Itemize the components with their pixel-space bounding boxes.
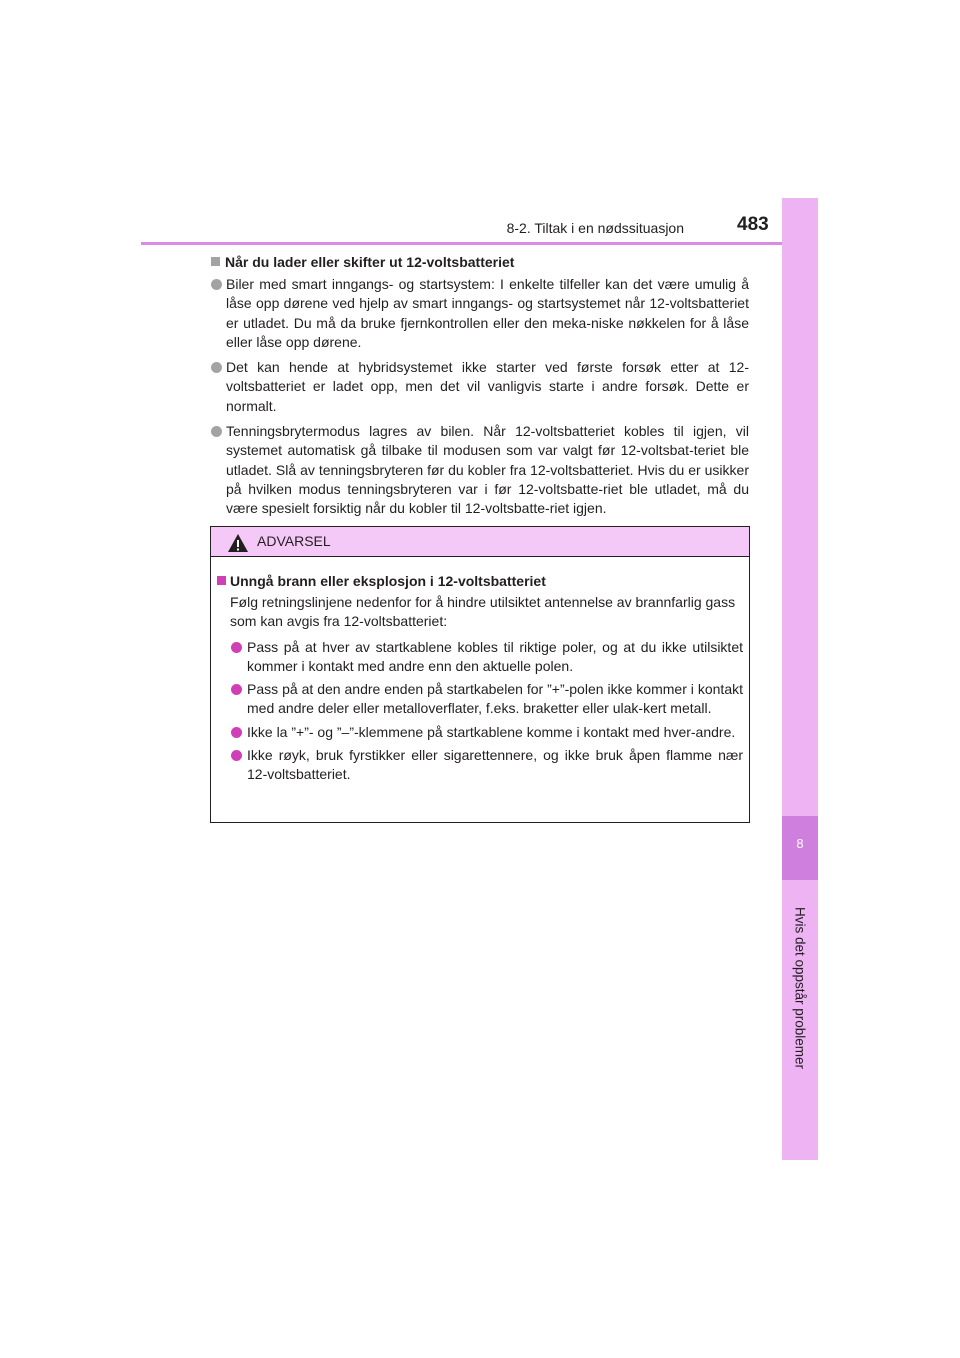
warning-body	[211, 557, 749, 785]
battery-section	[211, 252, 749, 525]
square-bullet-icon	[211, 257, 220, 266]
chapter-number-box	[782, 816, 818, 880]
warning-header	[211, 527, 749, 557]
warning-list-item-text: Pass på at den andre enden på startkabelen for ”+”-polen ikke kommer i kontakt med andre deler eller metalloverflater, f.eks. braketter eller ulak-kert metall.	[247, 681, 743, 717]
list-item	[211, 275, 749, 352]
warning-box	[210, 526, 750, 823]
page-number: 483	[737, 214, 769, 235]
section-heading	[211, 252, 749, 273]
warning-intro: Følg retningslinjene nedenfor for å hindre utilsiktet antennelse av brannfarlig gass som kan avgis fra 12-voltsbatteriet:	[230, 594, 736, 630]
square-bullet-icon	[217, 576, 226, 585]
header-divider	[141, 242, 818, 245]
warning-list-item-text: Ikke røyk, bruk fyrstikker eller sigarettennere, og ikke bruk åpen flamme nær 12-voltsbatteriet.	[247, 747, 743, 783]
round-bullet-icon	[231, 750, 242, 761]
round-bullet-icon	[211, 362, 222, 373]
list-item	[211, 358, 749, 416]
round-bullet-icon	[231, 642, 242, 653]
round-bullet-icon	[211, 279, 222, 290]
running-header-section: 8-2. Tiltak i en nødssituasjon	[506, 220, 684, 236]
warning-list-item	[217, 746, 743, 785]
chapter-side-tab	[782, 198, 818, 1160]
warning-heading-text: Unngå brann eller eksplosjon i 12-voltsbatteriet	[230, 573, 546, 589]
warning-list-item-text: Pass på at hver av startkablene kobles til riktige poler, og at du ikke utilsiktet kommer i kontakt med andre enn den aktuelle polen.	[247, 638, 743, 674]
warning-list-item	[217, 680, 743, 719]
section-heading-text: Når du lader eller skifter ut 12-voltsbatteriet	[225, 254, 515, 270]
list-item-text: Tenningsbrytermodus lagres av bilen. Når 12-voltsbatteriet kobles til igjen, vil systemet automatisk gå tilbake til modusen som var valgt før 12-voltsbat-teriet ble utladet. Slå av tenningsbryteren før du kobler fra 12-voltsbatteriet. Hvis du er usikker på hvilken modus tenningsbryteren var i før 12-voltsbatte-riet ble utladet, må du være spesielt forsiktig når du kobler til 12-voltsbatte-riet igjen.	[226, 423, 749, 517]
list-item	[211, 422, 749, 518]
warning-title: ADVARSEL	[257, 533, 331, 549]
list-item-text: Biler med smart inngangs- og startsystem: I enkelte tilfeller kan det være umulig å låse opp dørene ved hjelp av smart inngangs- og startsystemet når 12-voltsbatteriet er utladet. Du må da bruke fjernkontrollen eller den meka-niske nøkkelen for å låse eller låse opp dørene.	[226, 276, 749, 350]
warning-list-item	[217, 638, 743, 677]
warning-heading	[217, 571, 743, 591]
round-bullet-icon	[211, 426, 222, 437]
chapter-number: 8	[796, 836, 804, 851]
warning-list-item	[217, 723, 743, 742]
warning-list-item-text: Ikke la ”+”- og ”–”-klemmene på startkablene komme i kontakt med hver-andre.	[247, 723, 736, 740]
warning-triangle-icon	[227, 533, 249, 553]
round-bullet-icon	[231, 684, 242, 695]
round-bullet-icon	[231, 727, 242, 738]
list-item-text: Det kan hende at hybridsystemet ikke starter ved første forsøk etter at 12-voltsbatteriet er ladet opp, men det vil vanligvis starte i andre forsøk. Dette er normalt.	[226, 359, 749, 414]
chapter-label: Hvis det oppstår problemer	[792, 906, 808, 1070]
